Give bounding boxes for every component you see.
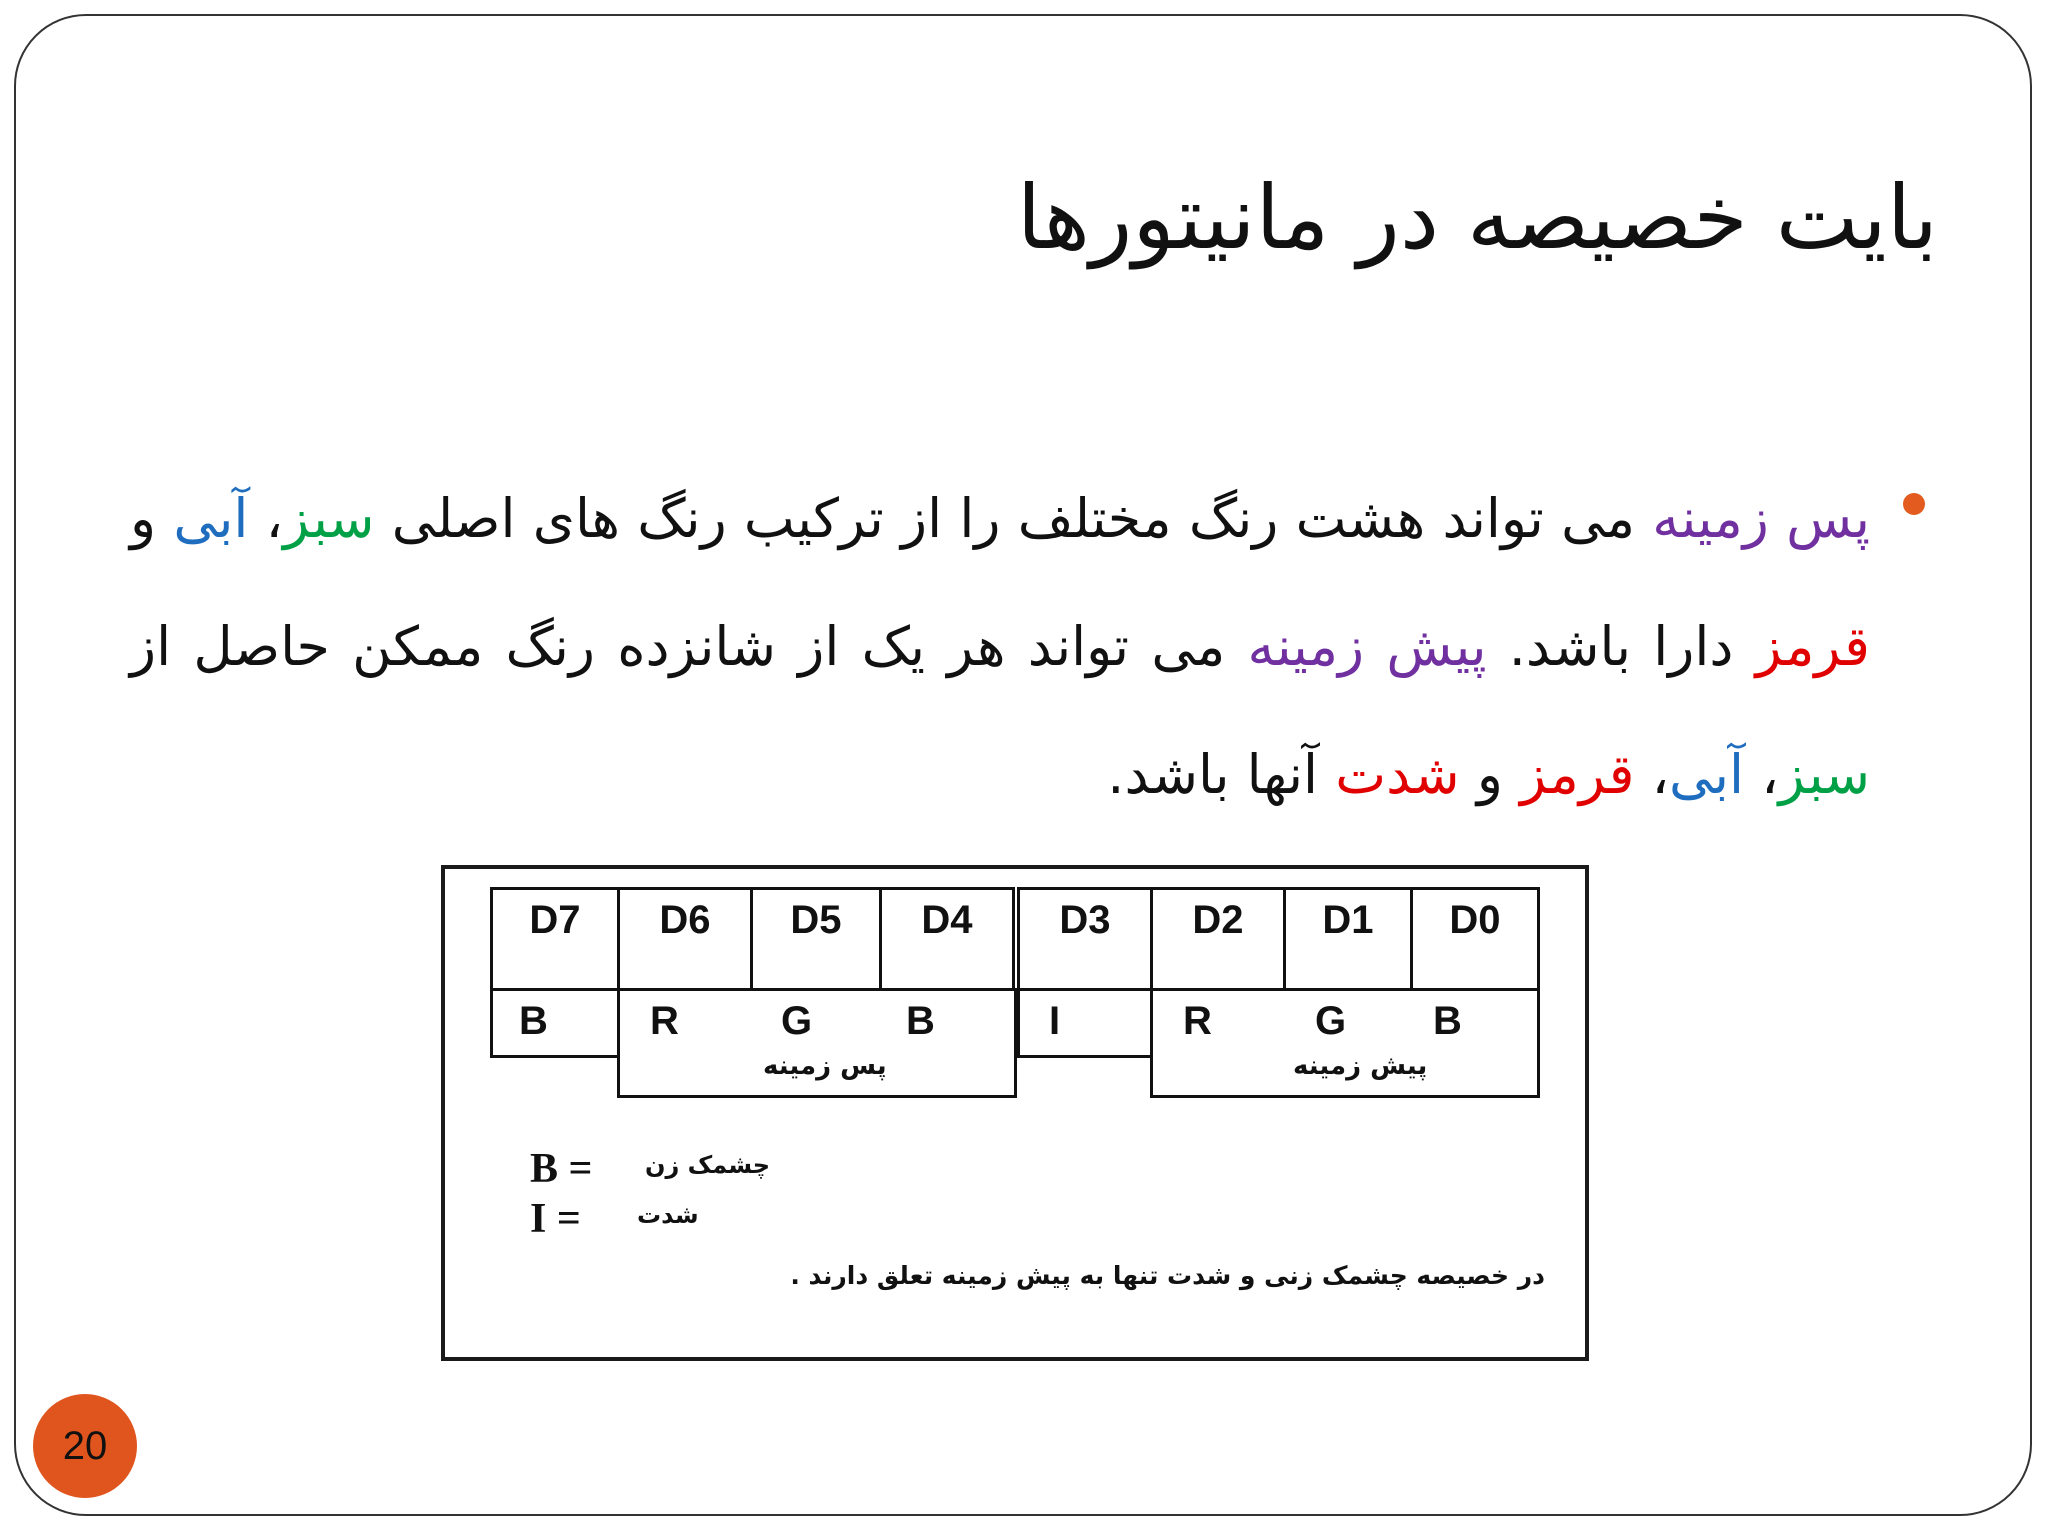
seg: پیش زمینه: [1247, 615, 1487, 678]
seg: شدت: [1335, 743, 1460, 806]
seg: می تواند هر یک از شانزده رنگ ممکن حاصل از: [130, 615, 1248, 678]
seg: می تواند هشت رنگ مختلف را از ترکیب رنگ های اصلی: [374, 487, 1653, 550]
background-g-letter: G: [781, 999, 813, 1043]
background-r-letter: R: [650, 999, 679, 1043]
bullet-dot-icon: [1903, 493, 1925, 515]
seg: قرمز: [1520, 743, 1635, 806]
bullet-text: [130, 455, 1870, 839]
blink-letter: B: [519, 999, 548, 1043]
intensity-letter: I: [1049, 999, 1061, 1043]
seg: و: [1459, 743, 1521, 806]
bit-cell-d1: D1: [1283, 887, 1413, 991]
legend-value-intensity: شدت: [637, 1201, 699, 1229]
blink-field: [490, 988, 620, 1058]
bit-cell-d7: D7: [490, 887, 620, 991]
seg: ،: [248, 487, 284, 550]
intensity-field: [1017, 988, 1153, 1058]
foreground-label: پیش زمینه: [1293, 1051, 1428, 1081]
attribute-byte-diagram: [441, 865, 1589, 1361]
seg: ،: [1744, 743, 1779, 806]
seg: آنها باشد.: [1107, 743, 1336, 806]
seg: آبی: [173, 487, 249, 550]
legend-key-intensity: I =: [530, 1196, 581, 1242]
bit-cell-d2: D2: [1150, 887, 1286, 991]
bit-cell-d3: D3: [1017, 887, 1153, 991]
bit-cell-d4: D4: [879, 887, 1015, 991]
seg: قرمز: [1755, 615, 1870, 678]
slide-title: بایت خصیصه در مانیتورها: [1016, 166, 1938, 269]
seg: آبی: [1669, 743, 1745, 806]
foreground-r-letter: R: [1183, 999, 1212, 1043]
bit-cell-d5: D5: [750, 887, 882, 991]
seg: دارا باشد.: [1486, 615, 1756, 678]
seg: سبز: [283, 487, 375, 550]
seg: و: [130, 487, 174, 550]
foreground-b-letter: B: [1433, 999, 1462, 1043]
page-number-badge: 20: [33, 1394, 137, 1498]
foreground-g-letter: G: [1315, 999, 1347, 1043]
seg: سبز: [1778, 743, 1870, 806]
background-label: پس زمینه: [763, 1051, 887, 1081]
background-b-letter: B: [906, 999, 935, 1043]
bit-cell-d6: D6: [617, 887, 753, 991]
seg: ،: [1634, 743, 1670, 806]
legend-key-blink: B =: [530, 1146, 593, 1192]
legend-value-blink: چشمک زن: [645, 1151, 771, 1179]
bullet-item: [130, 455, 1910, 855]
seg: پس زمینه: [1652, 487, 1870, 550]
bit-cell-d0: D0: [1410, 887, 1540, 991]
figure-note: در خصیصه چشمک زنی و شدت تنها به پیش زمینه تعلق دارند .: [790, 1261, 1545, 1290]
